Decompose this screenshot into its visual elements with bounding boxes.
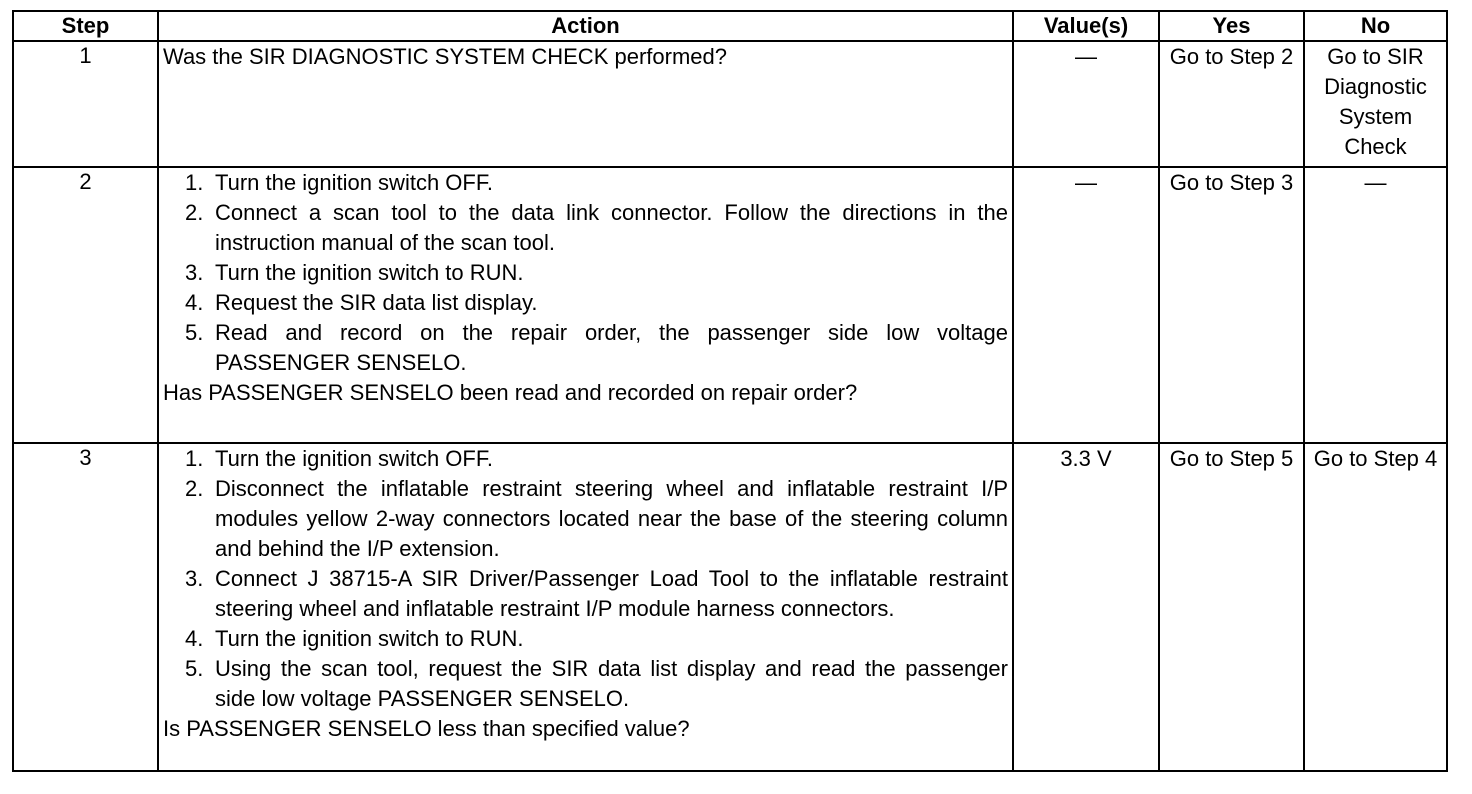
header-row — [13, 11, 1447, 41]
step-question: Is PASSENGER SENSELO less than specified value? — [163, 716, 690, 741]
instruction-item: Turn the ignition switch to RUN. — [215, 260, 524, 285]
header-action: Action — [158, 11, 1013, 41]
instruction-item: Disconnect the inflatable restraint steering wheel and inflatable restraint I/P modules yellow 2-way connectors located near the base of the steering column and behind the I/P extension. — [215, 476, 1008, 561]
yes-cell: Go to Step 3 — [1159, 167, 1304, 443]
instruction-item: Turn the ignition switch OFF. — [215, 170, 493, 195]
step-number: 1 — [13, 41, 158, 167]
step-question: Was the SIR DIAGNOSTIC SYSTEM CHECK performed? — [163, 44, 727, 69]
action-cell — [158, 443, 1013, 771]
yes-cell: Go to Step 5 — [1159, 443, 1304, 771]
yes-cell: Go to Step 2 — [1159, 41, 1304, 167]
step-number: 3 — [13, 443, 158, 771]
diagnostic-table — [12, 10, 1448, 772]
header-values: Value(s) — [1013, 11, 1159, 41]
no-cell: Go to Step 4 — [1304, 443, 1447, 771]
instruction-item: Using the scan tool, request the SIR data list display and read the passenger side low voltage PASSENGER SENSELO. — [215, 656, 1008, 711]
instruction-list — [163, 444, 1008, 714]
no-cell: Go to SIR Diagnostic System Check — [1304, 41, 1447, 167]
table-row — [13, 41, 1447, 167]
header-yes: Yes — [1159, 11, 1304, 41]
table-row — [13, 443, 1447, 771]
header-step: Step — [13, 11, 158, 41]
table-row — [13, 167, 1447, 443]
instruction-item: Read and record on the repair order, the passenger side low voltage PASSENGER SENSELO. — [215, 320, 1008, 375]
value-cell: 3.3 V — [1013, 443, 1159, 771]
value-cell: — — [1013, 167, 1159, 443]
instruction-item: Connect a scan tool to the data link connector. Follow the directions in the instruction manual of the scan tool. — [215, 200, 1008, 255]
action-cell — [158, 41, 1013, 167]
instruction-item: Connect J 38715-A SIR Driver/Passenger Load Tool to the inflatable restraint steering wheel and inflatable restraint I/P module harness connectors. — [215, 566, 1008, 621]
instruction-item: Request the SIR data list display. — [215, 290, 538, 315]
value-cell: — — [1013, 41, 1159, 167]
step-question: Has PASSENGER SENSELO been read and recorded on repair order? — [163, 380, 858, 405]
action-cell — [158, 167, 1013, 443]
no-cell: — — [1304, 167, 1447, 443]
instruction-item: Turn the ignition switch to RUN. — [215, 626, 524, 651]
instruction-item: Turn the ignition switch OFF. — [215, 446, 493, 471]
header-no: No — [1304, 11, 1447, 41]
step-number: 2 — [13, 167, 158, 443]
instruction-list — [163, 168, 1008, 378]
